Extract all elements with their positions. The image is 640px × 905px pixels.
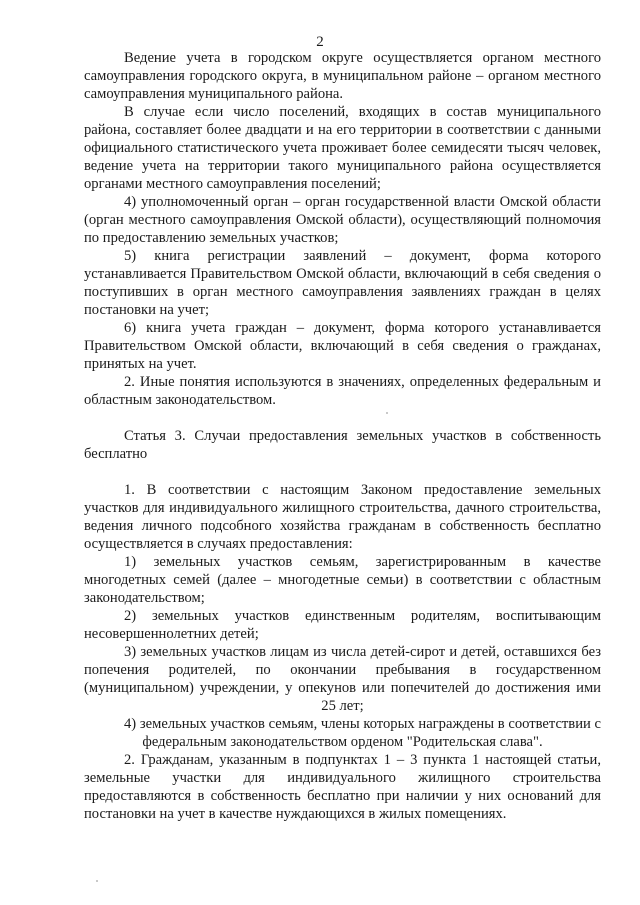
paragraph: 2. Гражданам, указанным в подпунктах 1 – 3 пункта 1 настоящей статьи, земельные участки для индивидуального жилищного строительства предоставляются в собственность бесплатно при наличии у них оснований для постановки на учет в качестве нуждающихся в жилых помещениях. bbox=[84, 752, 601, 822]
list-item-2: 2) земельных участков единственным родителям, воспитывающим несовершеннолетних детей; bbox=[84, 608, 601, 642]
article-heading: Статья 3. Случаи предоставления земельных участков в собственность бесплатно bbox=[84, 428, 601, 462]
list-item-1: 1) земельных участков семьям, зарегистрированным в качестве многодетных семей (далее – многодетные семьи) в соответствии с областным законодательством; bbox=[84, 554, 601, 606]
page-number: 2 bbox=[316, 34, 324, 50]
scan-speck bbox=[96, 880, 98, 882]
paragraph: В случае если число поселений, входящих в состав муниципального района, составляет более двадцати и на его территории в соответствии с данными официального статистического учета проживает более семидесяти тысяч человек, ведение учета на территории такого муниципального района осуществляется органами местного самоуправления поселений; bbox=[84, 104, 601, 192]
list-item-4: 4) уполномоченный орган – орган государственной власти Омской области (орган местного самоуправления Омской области), осуществляющий полномочия по предоставлению земельных участков; bbox=[84, 194, 601, 246]
list-item-4: 4) земельных участков семьям, члены которых награждены в соответствии с федеральным законодательством орденом "Родительская слава". bbox=[124, 716, 601, 750]
paragraph: 2. Иные понятия используются в значениях, определенных федеральным и областным законодательством. bbox=[84, 374, 601, 408]
document-body bbox=[84, 49, 601, 823]
paragraph: Ведение учета в городском округе осуществляется органом местного самоуправления городского округа, в муниципальном районе – органом местного самоуправления муниципального района. bbox=[84, 50, 601, 102]
list-item-5: 5) книга регистрации заявлений – документ, форма которого устанавливается Правительством Омской области, включающий в себя сведения о поступивших в орган местного самоуправления заявлениях граждан в целях постановки на учет; bbox=[84, 248, 601, 318]
list-item-6: 6) книга учета граждан – документ, форма которого устанавливается Правительством Омской области, включающий в себя сведения о гражданах, принятых на учет. bbox=[84, 320, 601, 372]
paragraph: 1. В соответствии с настоящим Законом предоставление земельных участков для индивидуального жилищного строительства, дачного строительства, ведения личного подсобного хозяйства гражданам в собственность бесплатно осуществляется в случаях предоставления: bbox=[84, 482, 601, 552]
scan-speck bbox=[386, 412, 388, 414]
list-item-3: 3) земельных участков лицам из числа детей-сирот и детей, оставшихся без попечения родителей, по окончании пребывания в государственном (муниципальном) учреждении, у опекунов или попечителей до достижения ими 25 лет; bbox=[84, 644, 601, 714]
